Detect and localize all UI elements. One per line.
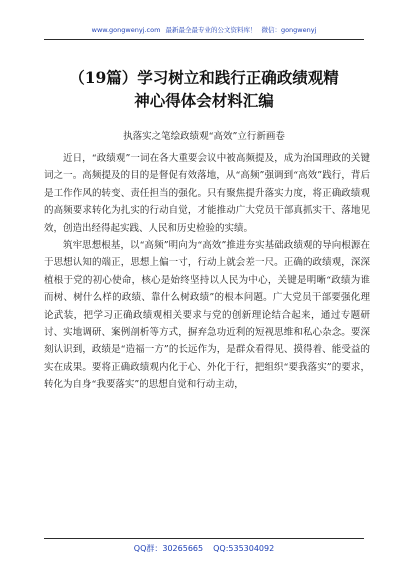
title-line-2: 神心得体会材料汇编 (134, 91, 274, 110)
header-divider (44, 39, 364, 40)
footer (0, 543, 408, 554)
footer-divider (44, 538, 364, 539)
body-paragraph: 近日，“政绩观”一词在各大重要会议中被高频提及，成为治国理政的关键词之一。高频提及的目的是督促有效落地，从“高频”强调到“高效”践行，背后是工作作风的转变、责任担当的强化。只有聚焦提升落实力度，将正确政绩观的高频要求转化为扎实的行动自觉，才能推动广大党员干部真抓实干、落地见效，创造出经得起实践、人民和历史检验的实绩。 (44, 153, 370, 234)
wechat-text: 微信：gongwenyj (261, 26, 317, 34)
slogan-text: 最新最全最专业的公文资料库！ (165, 26, 257, 34)
qq-group-text: QQ群：30265665 (133, 544, 204, 553)
body-paragraph: 筑牢思想根基，以“高频”明向为“高效”推进夯实基础政绩观的导向根源在于思想认知的端正，思想上偏一寸，行动上就会差一尺。正确的政绩观，深深植根于党的初心使命，核心是始终坚持以人民为中心，关键是明晰“政绩为谁而树、树什么样的政绩、靠什么树政绩”的根本问题。广大党员干部要强化理论武装，把学习正确政绩观相关要求与党的创新理论结合起来，通过专题研讨、实地调研、案例剖析等方式，摒弃急功近利的短视思维和私心杂念。要深刻认识到，政绩是“造福一方”的长远作为，是群众看得见、摸得着、能受益的实在成果。要将正确政绩观内化于心、外化于行，把组织“要我落实”的要求，转化为自身“我要落实”的思想自觉和行动主动， (44, 240, 370, 391)
qq-text: QQ:535304092 (213, 544, 275, 553)
header-banner (20, 25, 388, 34)
document-subtitle: 执落实之笔绘政绩观“高效”立行新画卷 (123, 131, 285, 142)
document-body (44, 150, 370, 394)
document-title (20, 66, 388, 112)
website-link[interactable]: www.gongwenyj.com (91, 26, 161, 34)
title-line-1: （19篇）学习树立和践行正确政绩观精 (69, 68, 339, 87)
